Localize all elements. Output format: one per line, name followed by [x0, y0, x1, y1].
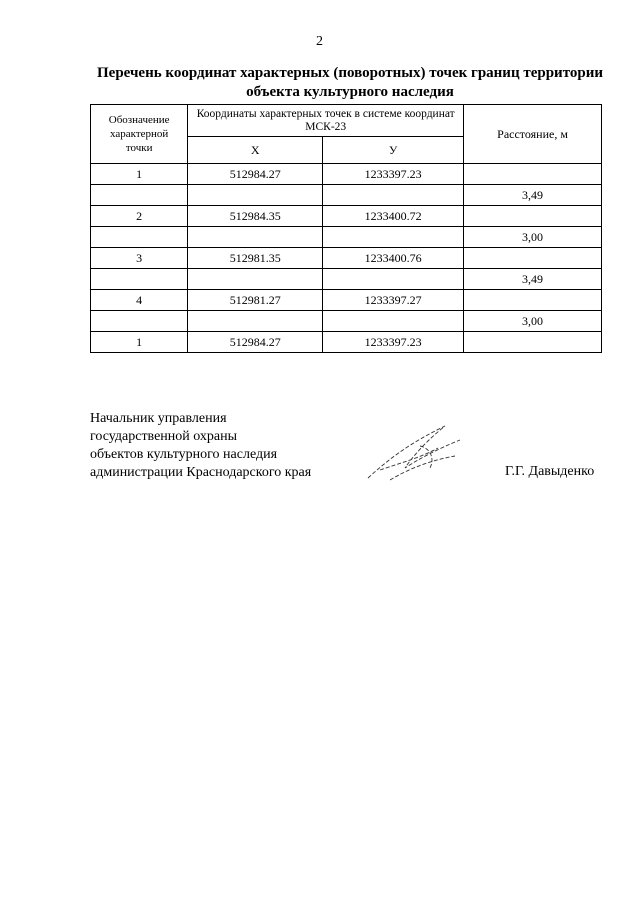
x-cell: 512981.27: [188, 290, 323, 311]
point-cell: 4: [91, 290, 188, 311]
header-y: У: [323, 137, 464, 164]
header-designation-line: Обозначение: [108, 114, 170, 126]
signer-name: Г.Г. Давыденко: [505, 464, 595, 479]
y-cell: 1233397.27: [323, 290, 464, 311]
distance-cell: 3,49: [464, 185, 602, 206]
table-row: [91, 332, 602, 353]
table-row: [91, 248, 602, 269]
table-row: [91, 206, 602, 227]
distance-cell: 3,00: [464, 311, 602, 332]
x-cell: 512984.27: [188, 332, 323, 353]
x-cell: 512984.27: [188, 164, 323, 185]
distance-cell: [464, 332, 602, 353]
y-cell: [323, 269, 464, 290]
y-cell: [323, 311, 464, 332]
y-cell: 1233400.76: [323, 248, 464, 269]
header-coordinates: [188, 105, 464, 137]
point-cell: 2: [91, 206, 188, 227]
position-line: Начальник управления: [90, 411, 227, 426]
table-row-distance: [91, 269, 602, 290]
point-cell: 3: [91, 248, 188, 269]
y-cell: 1233400.72: [323, 206, 464, 227]
x-cell: [188, 269, 323, 290]
title-line-1: Перечень координат характерных (поворотных) точек границ территории: [97, 65, 603, 81]
header-x: X: [188, 137, 323, 164]
table-row-distance: [91, 227, 602, 248]
table-row: [91, 164, 602, 185]
point-cell: [91, 311, 188, 332]
point-cell: [91, 185, 188, 206]
point-cell: 1: [91, 164, 188, 185]
table-body: [91, 164, 602, 353]
distance-cell: [464, 290, 602, 311]
header-coords-line: Координаты характерных точек в системе координат: [196, 108, 455, 120]
handwritten-signature: [360, 418, 480, 488]
table-row-distance: [91, 311, 602, 332]
page-number: 2: [316, 34, 323, 49]
distance-cell: 3,49: [464, 269, 602, 290]
x-cell: [188, 227, 323, 248]
signatory-position: [90, 410, 311, 482]
y-cell: [323, 185, 464, 206]
position-line: объектов культурного наследия: [90, 447, 278, 462]
point-cell: [91, 269, 188, 290]
table-row: [91, 290, 602, 311]
title-line-2: объекта культурного наследия: [246, 84, 454, 100]
distance-cell: [464, 206, 602, 227]
header-coords-line: МСК-23: [305, 121, 347, 133]
header-designation: [91, 105, 188, 164]
x-cell: [188, 185, 323, 206]
y-cell: 1233397.23: [323, 332, 464, 353]
position-line: администрации Краснодарского края: [90, 465, 312, 480]
x-cell: 512981.35: [188, 248, 323, 269]
distance-cell: [464, 248, 602, 269]
coordinates-table: [90, 104, 602, 353]
header-designation-line: характерной: [110, 128, 169, 140]
point-cell: 1: [91, 332, 188, 353]
header-designation-line: точки: [125, 142, 153, 154]
point-cell: [91, 227, 188, 248]
header-distance: Расстояние, м: [464, 105, 602, 164]
position-line: государственной охраны: [90, 429, 238, 444]
x-cell: [188, 311, 323, 332]
table-header-row: [91, 105, 602, 137]
distance-cell: [464, 164, 602, 185]
y-cell: 1233397.23: [323, 164, 464, 185]
y-cell: [323, 227, 464, 248]
document-title: [80, 64, 620, 102]
distance-cell: 3,00: [464, 227, 602, 248]
x-cell: 512984.35: [188, 206, 323, 227]
table-row-distance: [91, 185, 602, 206]
